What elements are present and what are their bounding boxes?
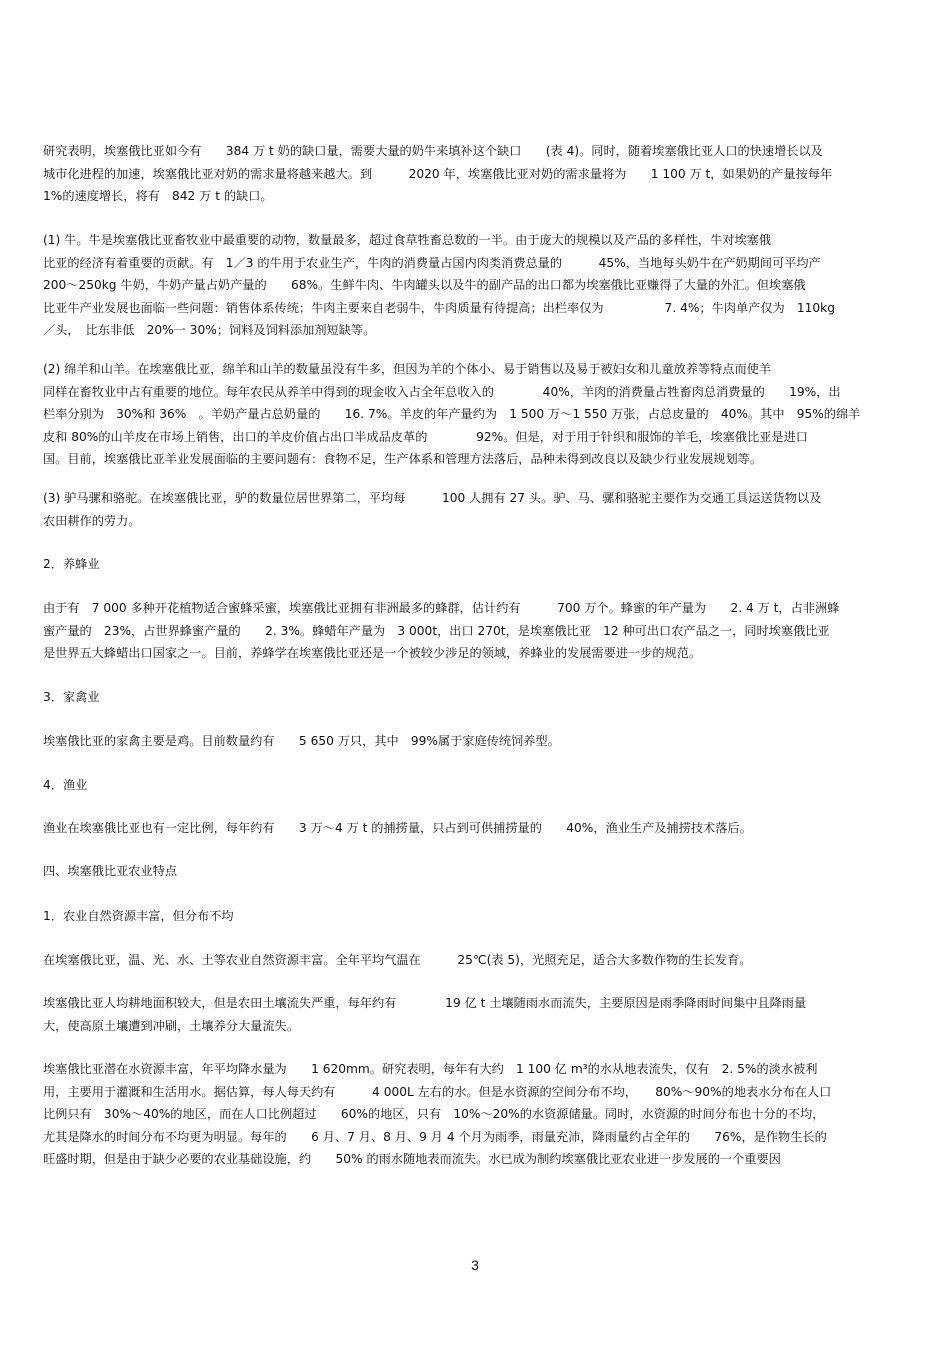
heading-fishery: 4．渔业 [43, 778, 88, 792]
paragraph-poultry: 埃塞俄比亚的家禽主要是鸡。目前数量约有 5 650 万只，其中 99%属于家庭传统饲养型。 [43, 734, 560, 748]
paragraph-fishery: 渔业在埃塞俄比亚也有一定比例，每年约有 3 万～4 万 t 的捕捞量，只占到可供捕捞量的 40%，渔业生产及捕捞技术落后。 [43, 821, 752, 835]
page-number: 3 [471, 1257, 479, 1273]
paragraph-soil: 埃塞俄比亚人均耕地面积较大，但是农田土壤流失严重，每年约有 19 亿 t 土壤随雨水而流失，主要原因是雨季降雨时间集中且降雨量 大，使高原土壤遭到冲刷，土壤养分大量流失。 [43, 996, 807, 1033]
paragraph-milk-gap: 研究表明，埃塞俄比亚如今有 384 万 t 奶的缺口量，需要大量的奶牛来填补这个缺口 (表 4)。同时，随着埃塞俄比亚人口的快速增长以及 城市化进程的加速，埃塞俄比亚对奶的需求量将越来越大。到 2020 年，埃塞俄比亚对奶的需求量将为 1 100 万 t，如果奶的产量按每年 1%的速度增长，将有 842 万 t 的缺口。 [43, 144, 833, 204]
paragraph-donkeys-camels: (3) 驴马骡和骆驼。在埃塞俄比亚，驴的数量位居世界第二，平均每 100 人拥有 27 头。驴、马、骡和骆驼主要作为交通工具运送货物以及 农田耕作的劳力。 [43, 491, 822, 528]
paragraph-sheep-goats: (2) 绵羊和山羊。在埃塞俄比亚，绵羊和山羊的数量虽没有牛多，但因为羊的个体小、易于销售以及易于被妇女和儿童放养等特点而使羊 同样在畜牧业中占有重要的地位。每年农民从养羊中得到的现金收入占全年总收入的 40%，羊肉的消费量占牲畜肉总消费量的 19%，出 栏率分别为 30%和 36% 。羊奶产量占总奶量的 16. 7%。羊皮的年产量约为 1 500 万～1 550 万张，占总皮量的 40%。其中 95%的绵羊 皮和 80%的山羊皮在市场上销售，出口的羊皮价值占出口半成品皮革的 92%。但是，对于用于针织和服饰的羊毛，埃塞俄比亚是进口 国。目前，埃塞俄比亚羊业发展面临的主要问题有：食物不足，生产体系和管理方法落后，品种未得到改良以及缺少行业发展规划等。 [43, 362, 861, 467]
paragraph-beekeeping: 由于有 7 000 多种开花植物适合蜜蜂采蜜，埃塞俄比亚拥有非洲最多的蜂群，估计约有 700 万个。蜂蜜的年产量为 2. 4 万 t，占非洲蜂 蜜产量的 23%，占世界蜂蜜产量的 2. 3%。蜂蜡年产量为 3 000t，出口 270t，是埃塞俄比亚 12 种可出口农产品之一，同时埃塞俄比亚 是世界五大蜂蜡出口国家之一。目前，养蜂学在埃塞俄比亚还是一个被较少涉足的领域，养蜂业的发展需要进一步的规范。 [43, 601, 840, 661]
paragraph-cattle: (1) 牛。牛是埃塞俄比亚畜牧业中最重要的动物，数量最多，超过食草牲畜总数的一半。由于庞大的规模以及产品的多样性，牛对埃塞俄 比亚的经济有着重要的贡献。有 1／3 的牛用于农业生产，牛肉的消费量占国内肉类消费总量的 45%，当地每头奶牛在产奶期间可平均产 200～250kg 牛奶，牛奶产量占奶产量的 68%。生鲜牛肉、牛肉罐头以及牛的副产品的出口都为埃塞俄比亚赚得了大量的外汇。但埃塞俄 比亚牛产业发展也面临一些问题：销售体系传统；牛肉主要来自老弱牛，牛肉质量有待提高；出栏率仅为 7. 4%；牛肉单产仅为 110kg ／头， 比东非低 20%一 30%；饲料及饲料添加剂短缺等。 [43, 233, 835, 338]
section-heading-features: 四、埃塞俄比亚农业特点 [43, 864, 178, 878]
heading-resources: 1．农业自然资源丰富，但分布不均 [43, 909, 234, 923]
heading-poultry: 3．家禽业 [43, 690, 100, 704]
heading-beekeeping: 2．养蜂业 [43, 557, 100, 571]
paragraph-water: 埃塞俄比亚潜在水资源丰富，年平均降水量为 1 620mm。研究表明，每年有大约 1 100 亿 m³的水从地表流失，仅有 2. 5%的淡水被利 用，主要用于灌溉和生活用水。据估算，每人每天约有 4 000L 左右的水。但是水资源的空间分布不均， 80%～90%的地表水分布在人口 比例只有 30%～40%的地区，而在人口比例超过 60%的地区，只有 10%～20%的水资源储量。同时，水资源的时间分布也十分的不均， 尤其是降水的时间分布不均更为明显。每年的 6 月、7 月、8 月、9 月 4 个月为雨季，雨量充沛，降雨量约占全年的 76%，是作物生长的 旺盛时期，但是由于缺少必要的农业基础设施，约 50% 的雨水随地表而流失。水已成为制约埃塞俄比亚农业进一步发展的一个重要因 [43, 1062, 832, 1167]
paragraph-climate: 在埃塞俄比亚，温、光、水、土等农业自然资源丰富。全年平均气温在 25℃(表 5)，光照充足，适合大多数作物的生长发育。 [43, 953, 752, 967]
